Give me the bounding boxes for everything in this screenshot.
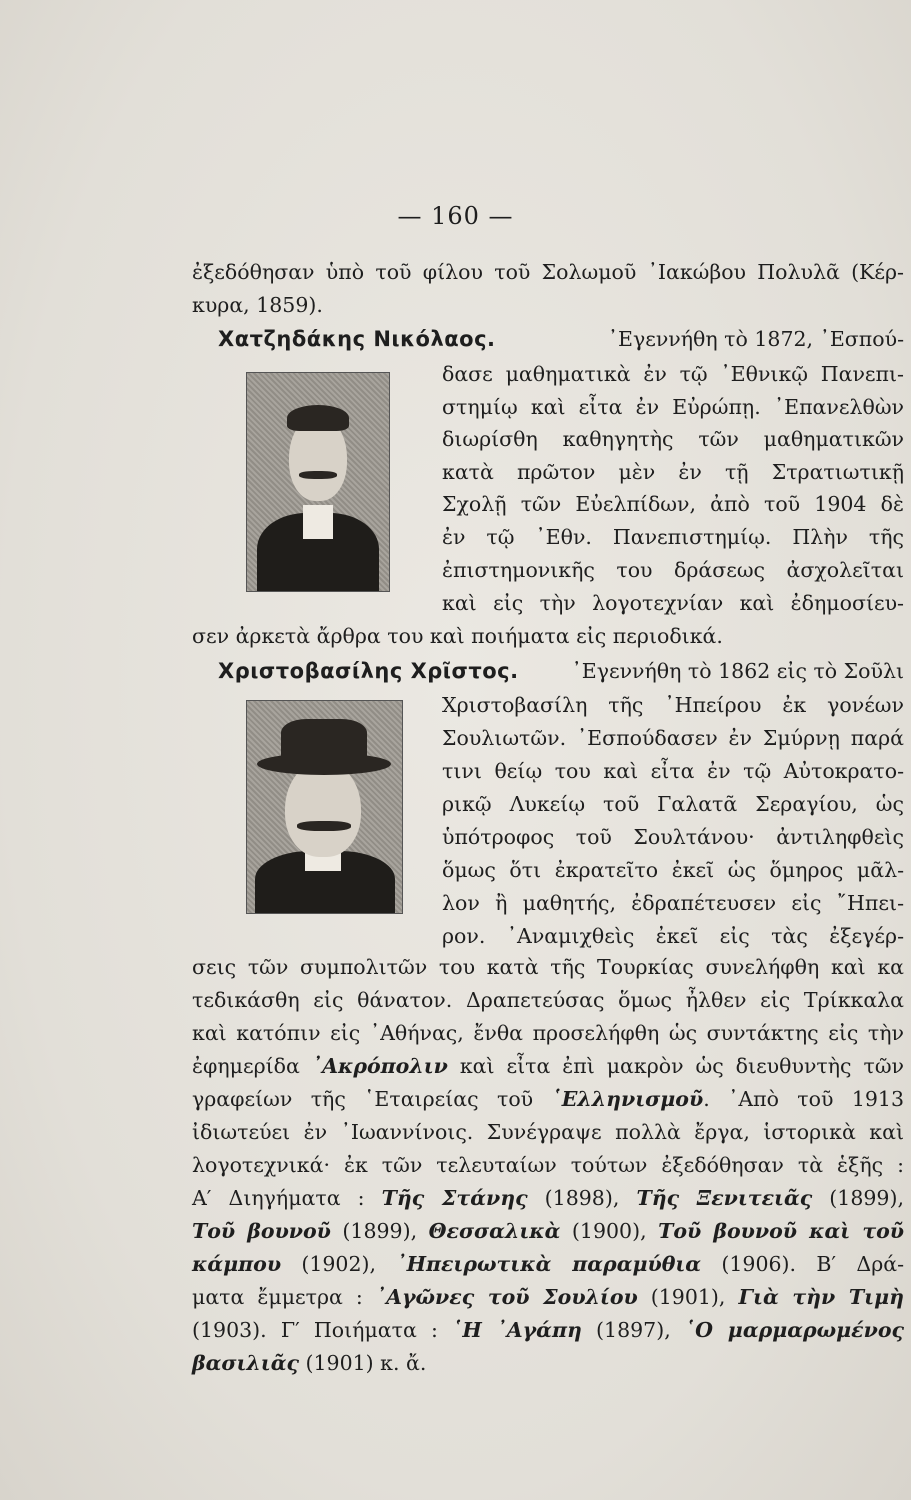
entry2-wrap-line-8: ρον. ᾽Αναμιχθεὶς ἐκεῖ εἰς τὰς ἐξεγέρ- — [442, 924, 904, 948]
entry1-first-line — [218, 324, 904, 354]
work-title: κάμπου — [192, 1252, 282, 1276]
entry2-wrap-line-4: ρικῷ Λυκείῳ τοῦ Γαλατᾶ Σεραγίου, ὡς — [442, 792, 904, 816]
portrait-photo-1 — [246, 372, 390, 592]
text-segment: . ᾽Απὸ τοῦ 1913 — [703, 1087, 904, 1111]
society-name: ῾Ελληνισμοῦ — [551, 1087, 704, 1111]
text-segment: ἐφημερίδα — [192, 1054, 312, 1078]
entry2-line-idioteuei: ἰδιωτεύει ἐν ᾽Ιωαννίνοις. Συνέγραψε πολλὰ ἔργα, ἱστορικὰ καὶ — [192, 1120, 904, 1144]
text-segment: (1901) κ. ἄ. — [298, 1351, 427, 1375]
text-segment: γραφείων τῆς ῾Εταιρείας τοῦ — [192, 1087, 552, 1111]
entry2-full-line-1: σεις τῶν συμπολιτῶν του κατὰ τῆς Τουρκίας συνελήφθη καὶ κα — [192, 955, 904, 979]
newspaper-title: ᾽Ακρόπολιν — [311, 1054, 448, 1078]
entry2-full-line-2: τεδικάσθη εἰς θάνατον. Δραπετεύσας ὅμως ἦλθεν εἰς Τρίκκαλα — [192, 988, 904, 1012]
work-title: Τῆς Στάνης — [381, 1186, 528, 1210]
text-segment: (1897), — [581, 1318, 685, 1342]
entry2-wrap-line-2: Σουλιωτῶν. ᾽Εσπούδασεν ἐν Σμύρνῃ παρά — [442, 726, 904, 750]
entry1-line-9: καὶ εἰς τὴν λογοτεχνίαν καὶ ἐδημοσίευ- — [442, 591, 904, 615]
entry2-first-line-rest: ᾽Εγεννήθη τὸ 1862 εἰς τὸ Σοῦλι — [571, 659, 904, 683]
entry2-heading: Χριστοβασίλης Χρῖστος. — [218, 659, 519, 683]
entry1-line-7: ἐν τῷ ᾽Εθν. Πανεπιστημίῳ. Πλὴν τῆς — [442, 525, 904, 549]
text-segment: (1902), — [281, 1252, 397, 1276]
entry2-wrap-line-3: τινι θείῳ του καὶ εἶτα ἐν τῷ Αὐτοκρατο- — [442, 759, 904, 783]
entry1-line-5: κατὰ πρῶτον μὲν ἐν τῇ Στρατιωτικῇ — [442, 460, 904, 484]
works-line-3 — [192, 1249, 904, 1279]
text-segment: (1906). Β′ Δρά- — [701, 1252, 905, 1276]
entry2-wrap-line-6: ὅμως ὅτι ἐκρατεῖτο ἐκεῖ ὡς ὅμηρος μᾶλ- — [442, 858, 904, 882]
entry2-wrap-line-7: λον ἢ μαθητής, ἐδραπέτευσεν εἰς ῎Ηπει- — [442, 891, 904, 915]
entry2-full-line-3: καὶ κατόπιν εἰς ᾽Αθήνας, ἔνθα προσελήφθη ὡς συντάκτης εἰς τὴν — [192, 1021, 904, 1045]
text-segment: καὶ εἶτα ἐπὶ μακρὸν ὡς διευθυντὴς τῶν — [447, 1054, 904, 1078]
entry2-wrap-line-5: ὑπότροφος τοῦ Σουλτάνου· ἀντιληφθεὶς — [442, 825, 904, 849]
entry2-first-line — [218, 656, 904, 686]
works-line-4 — [192, 1282, 904, 1312]
text-segment: (1903). Γ′ Ποιήματα : — [192, 1318, 453, 1342]
work-title: ῾Ο μαρμαρωμένος — [684, 1318, 905, 1342]
work-title: Θεσσαλικὰ — [428, 1219, 561, 1243]
work-title: ῾Η ᾽Αγάπη — [452, 1318, 582, 1342]
entry1-line-3: στημίῳ καὶ εἶτα ἐν Εὐρώπῃ. ᾽Επανελθὼν — [442, 395, 904, 419]
work-title: ᾽Ηπειρωτικὰ παραμύθια — [396, 1252, 702, 1276]
entry1-line-2: δασε μαθηματικὰ ἐν τῷ ᾽Εθνικῷ Πανεπι- — [442, 362, 904, 386]
work-title: Γιὰ τὴν Τιμὴ — [738, 1285, 904, 1309]
text-segment: (1899), — [812, 1186, 904, 1210]
entry2-line-grafeion — [192, 1084, 904, 1114]
text-segment: ματα ἔμμετρα : — [192, 1285, 376, 1309]
text-segment: (1898), — [527, 1186, 637, 1210]
work-title: ᾽Αγῶνες τοῦ Σουλίου — [375, 1285, 638, 1309]
works-line-6 — [192, 1348, 426, 1378]
entry2-wrap-line-1: Χριστοβασίλη τῆς ᾽Ηπείρου ἐκ γονέων — [442, 693, 904, 717]
entry1-line-6: Σχολῇ τῶν Εὐελπίδων, ἀπὸ τοῦ 1904 δὲ — [442, 492, 904, 516]
works-line-2 — [192, 1216, 904, 1246]
page-number: — 160 — — [397, 202, 514, 230]
text-segment: (1900), — [560, 1219, 659, 1243]
entry2-line-efimerida — [192, 1051, 904, 1081]
work-title: Τοῦ βουνοῦ καὶ τοῦ — [658, 1219, 905, 1243]
intro-line-1: ἐξεδόθησαν ὑπὸ τοῦ φίλου τοῦ Σολωμοῦ ᾽Ιακώβου Πολυλᾶ (Κέρ- — [192, 260, 904, 284]
work-title: Τῆς Ξενιτειᾶς — [636, 1186, 813, 1210]
entry1-line-1: ᾽Εγεννήθη τὸ 1872, ᾽Εσπού- — [607, 327, 904, 351]
entry1-last-line: σεν ἀρκετὰ ἄρθρα του καὶ ποιήματα εἰς περιοδικά. — [192, 624, 723, 648]
works-line-5 — [192, 1315, 904, 1345]
text-segment: (1901), — [637, 1285, 739, 1309]
work-title: βασιλιᾶς — [192, 1351, 299, 1375]
entry1-line-8: ἐπιστημονικῆς του δράσεως ἀσχολεῖται — [442, 558, 904, 582]
intro-line-2: κυρα, 1859). — [192, 293, 323, 317]
entry1-heading: Χατζηδάκης Νικόλαος. — [218, 327, 496, 351]
portrait-photo-2 — [246, 700, 403, 914]
entry2-line-logotexnika: λογοτεχνικά· ἐκ τῶν τελευταίων τούτων ἐξεδόθησαν τὰ ἑξῆς : — [192, 1153, 904, 1177]
text-segment: (1899), — [330, 1219, 429, 1243]
works-line-1 — [192, 1183, 904, 1213]
entry1-line-4: διωρίσθη καθηγητὴς τῶν μαθηματικῶν — [442, 427, 904, 451]
work-title: Τοῦ βουνοῦ — [192, 1219, 331, 1243]
text-segment: Α′ Διηγήματα : — [192, 1186, 382, 1210]
